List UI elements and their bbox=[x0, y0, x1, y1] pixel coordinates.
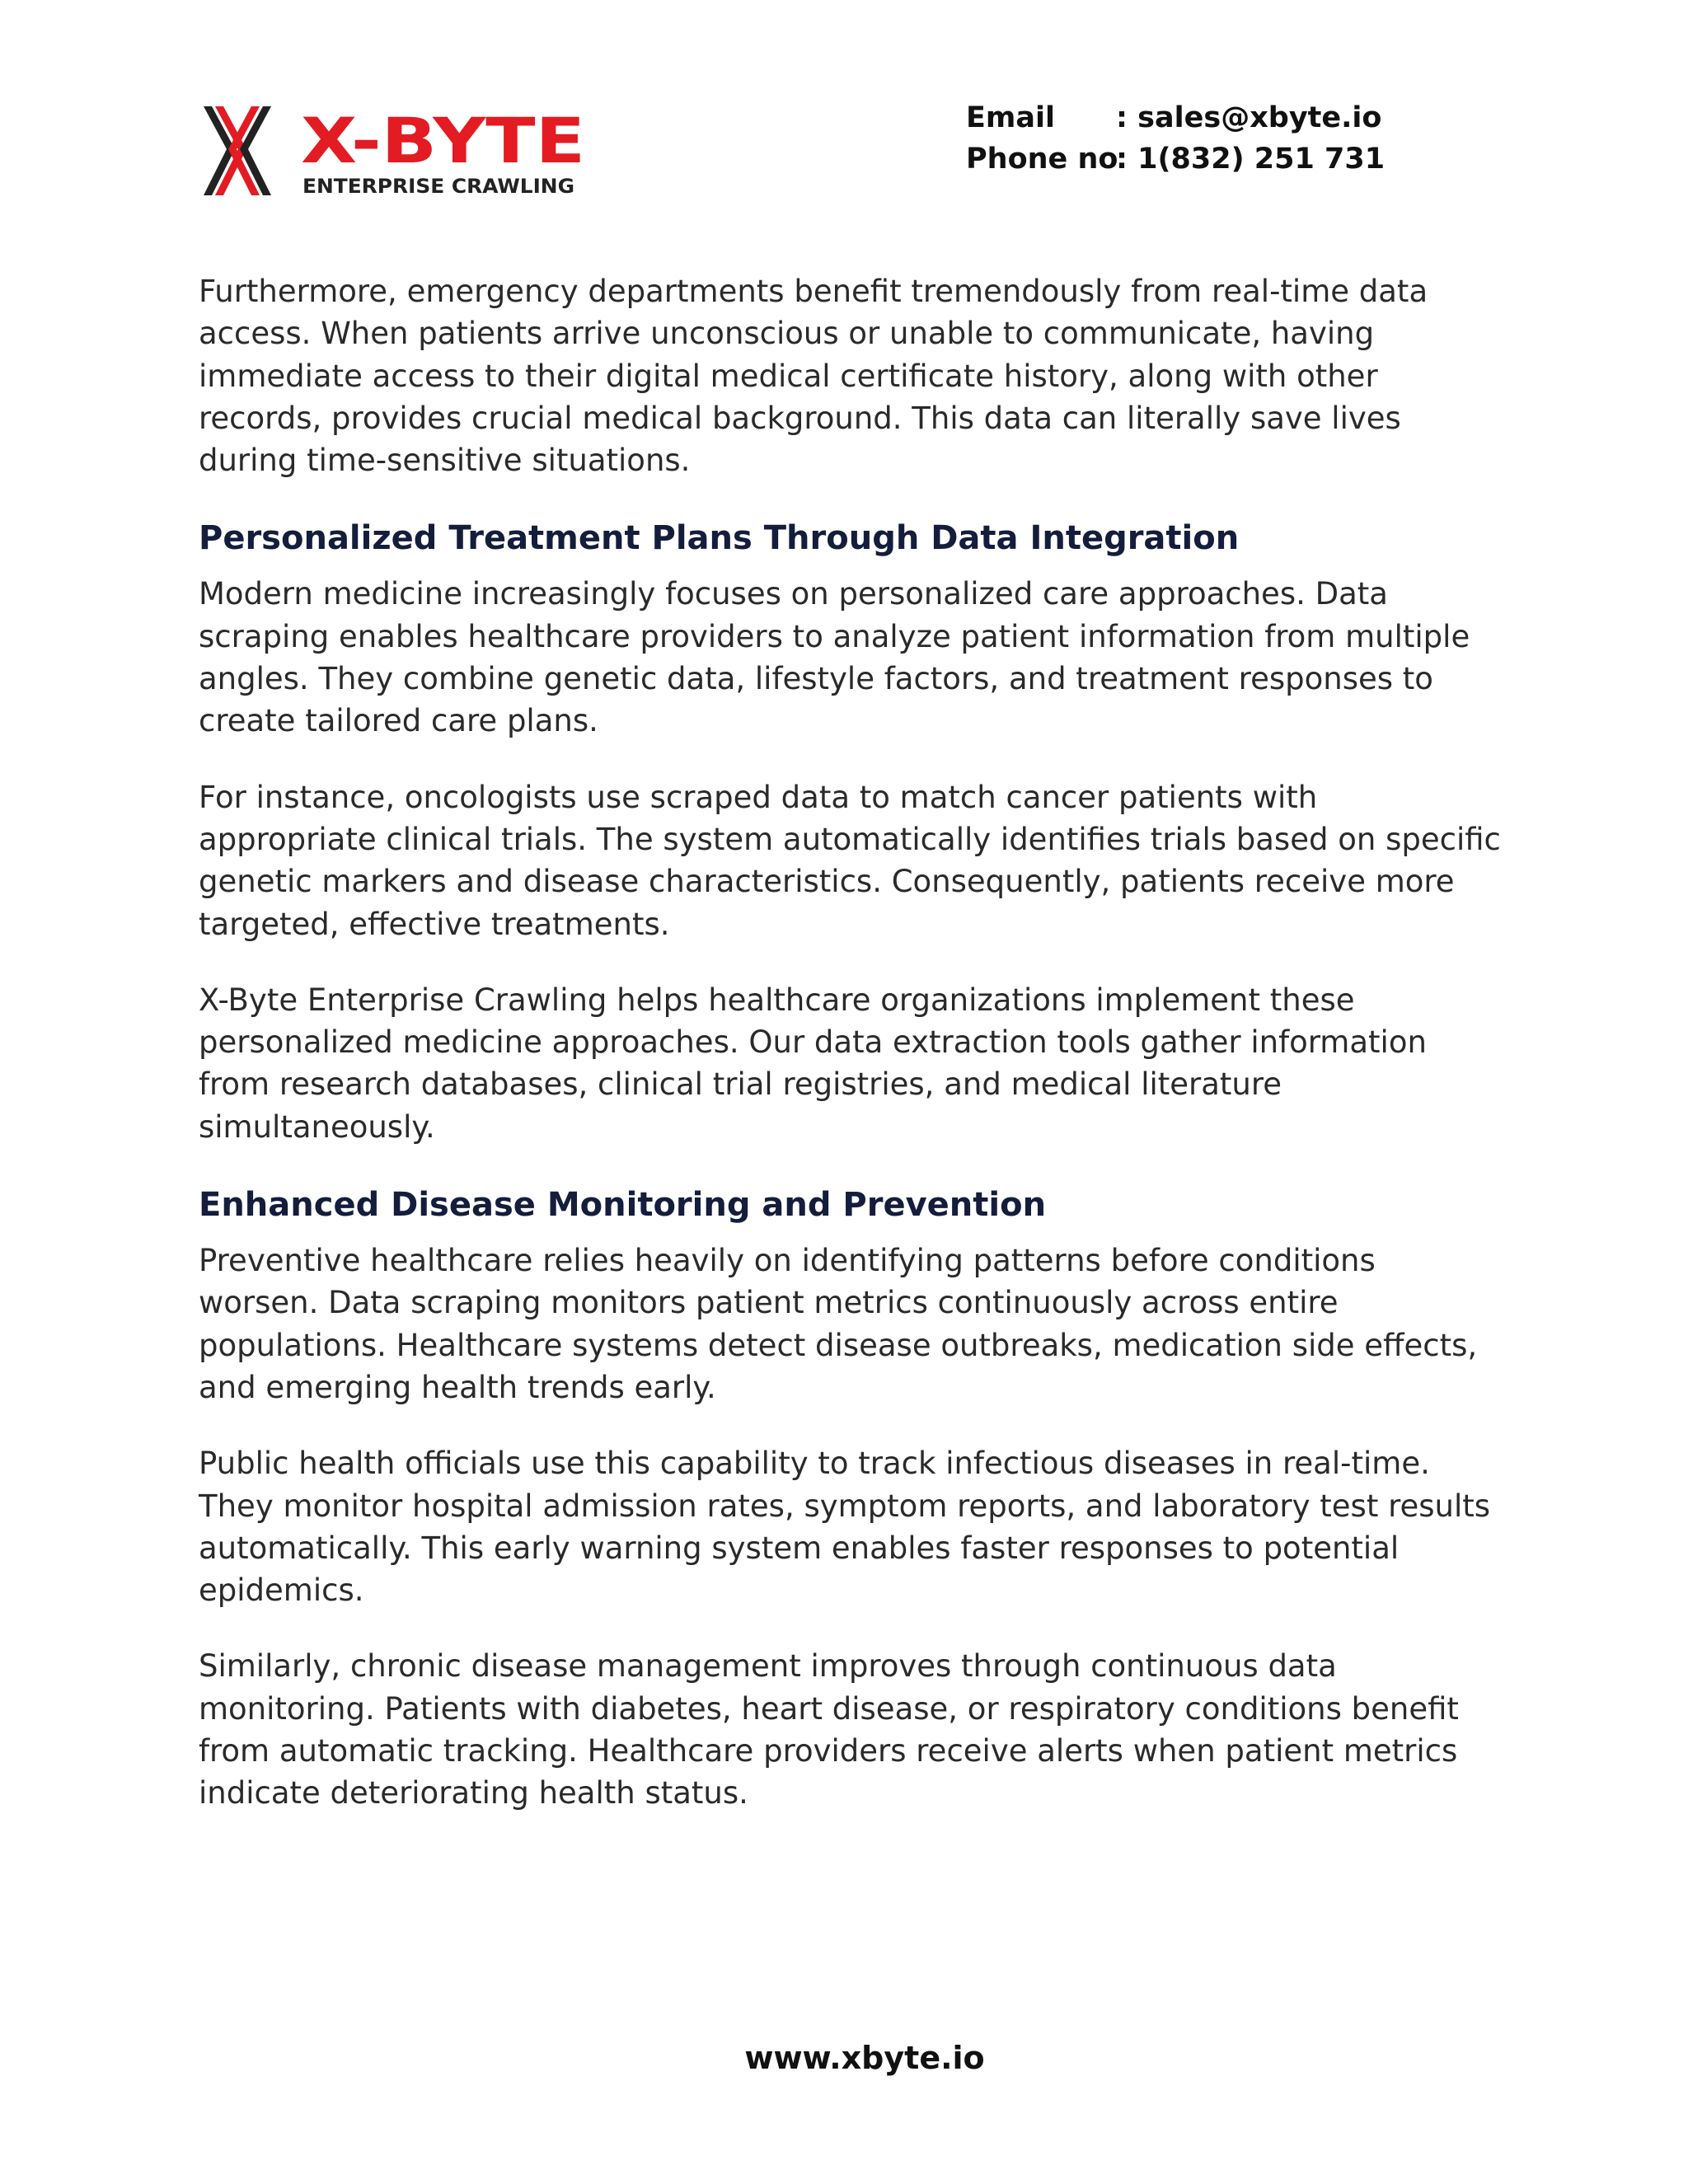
paragraph: X-Byte Enterprise Crawling helps healthcare organizations implement these personalized medicine approaches. Our data extraction tools gather information from research databases, clinical trial registries, and medical literature simultaneously. bbox=[199, 982, 1427, 1145]
phone-row bbox=[966, 138, 1385, 180]
phone-label: Phone no bbox=[966, 143, 1118, 176]
footer-website: www.xbyte.io bbox=[744, 2040, 985, 2076]
xbyte-emblem-icon bbox=[204, 106, 271, 195]
section-heading: Enhanced Disease Monitoring and Prevention bbox=[199, 1186, 1047, 1225]
xbyte-logo-graphic bbox=[202, 103, 589, 200]
email-value: : sales@xbyte.io bbox=[1116, 101, 1382, 134]
xbyte-logo bbox=[202, 103, 589, 200]
section-heading: Personalized Treatment Plans Through Data Integration bbox=[199, 519, 1240, 558]
email-label: Email bbox=[966, 101, 1055, 134]
contact-info bbox=[966, 97, 1385, 180]
brand-tagline: ENTERPRISE CRAWLING bbox=[302, 175, 574, 198]
brand-name: X-BYTE bbox=[301, 104, 585, 177]
paragraph: Furthermore, emergency departments benefit tremendously from real-time data access. When patients arrive unconscious or unable to communicate, having immediate access to their digital medical certificate history, along with other records, provides crucial medical background. This data can literally save lives during time-sensitive situations. bbox=[199, 274, 1428, 479]
article-body bbox=[199, 270, 1501, 1849]
paragraph: Public health officials use this capability to track infectious diseases in real-time. They monitor hospital admission rates, symptom reports, and laboratory test results automatically. This early warning system enables faster responses to potential epidemics. bbox=[199, 1446, 1491, 1609]
paragraph: Modern medicine increasingly focuses on personalized care approaches. Data scraping enables healthcare providers to analyze patient information from multiple angles. They combine genetic data, lifestyle factors, and treatment responses to create tailored care plans. bbox=[199, 576, 1470, 739]
phone-value: : 1(832) 251 731 bbox=[1116, 143, 1386, 176]
email-row bbox=[966, 97, 1385, 138]
paragraph: Similarly, chronic disease management improves through continuous data monitoring. Patients with diabetes, heart disease, or respiratory conditions benefit from automatic tracking. Healthcare providers receive alerts when patient metrics indicate deteriorating health status. bbox=[199, 1648, 1459, 1811]
paragraph: For instance, oncologists use scraped data to match cancer patients with appropriate clinical trials. The system automatically identifies trials based on specific genetic markers and disease characteristics. Consequently, patients receive more targeted, effective treatments. bbox=[199, 779, 1501, 942]
paragraph: Preventive healthcare relies heavily on identifying patterns before conditions worsen. Data scraping monitors patient metrics continuously across entire populations. Healthcare systems detect disease outbreaks, medication side effects, and emerging health trends early. bbox=[199, 1243, 1478, 1405]
